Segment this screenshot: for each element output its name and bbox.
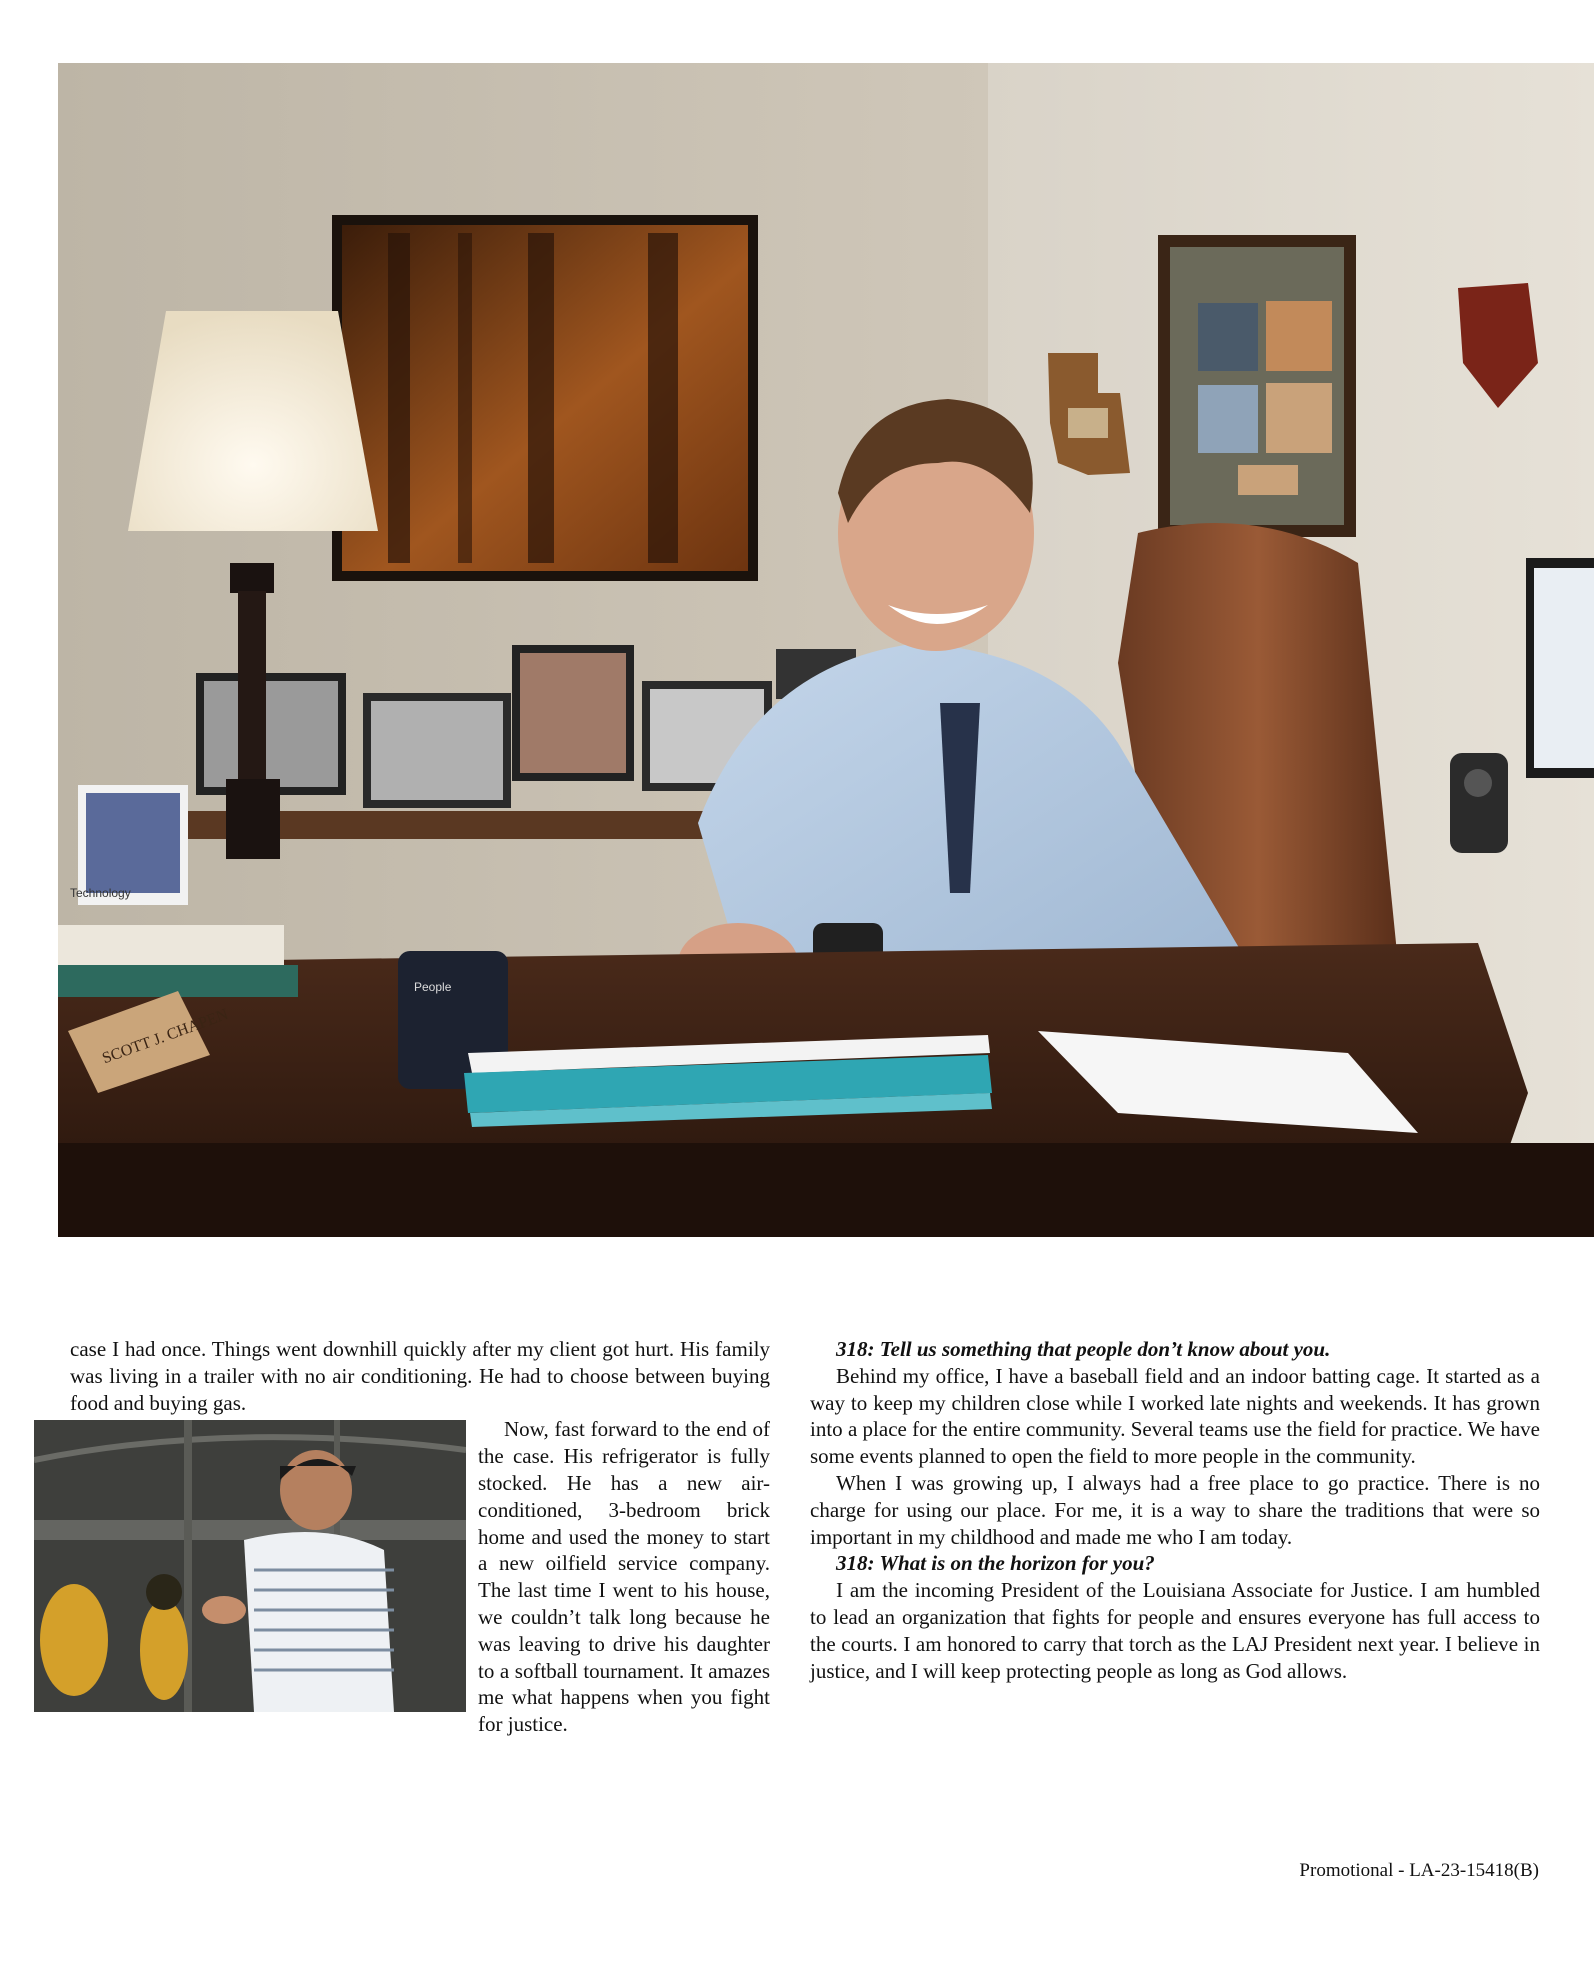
office-portrait-icon [58, 63, 1594, 1237]
left-paragraph-2: Now, fast forward to the end of the case. His refrigerator is fully stocked. He has a new air-conditioned, 3-bedroom brick home and used the money to start a new oilfield service company. The last time I went to his house, we couldn’t talk long because he was leaving to drive his daughter to a softball tournament. It amazes me what happens when you fight for justice. [478, 1417, 770, 1737]
footer-promo-code: Promotional - LA-23-15418(B) [1299, 1860, 1539, 1881]
question-2: 318: What is on the horizon for you? [836, 1551, 1155, 1576]
right-column [810, 1336, 1540, 1684]
answer-1-paragraph-1: Behind my office, I have a baseball field and an indoor batting cage. It started as a way to keep my children close while I worked late nights and weekends. It has grown into a place for the entire community. Several teams use the field for practice. We have some events planned to open the field to more people in the community. [810, 1363, 1540, 1469]
answer-1-paragraph-2: When I was growing up, I always had a free place to go practice. There is no charge for using our place. For me, it is a way to share the traditions that were so important in my childhood and made me who I am today. [810, 1470, 1540, 1549]
nameplate-text: SCOTT J. CHAPEN [100, 1005, 231, 1068]
inset-photo [34, 1420, 466, 1712]
mug-text: People [414, 980, 452, 994]
left-paragraph-1: case I had once. Things went downhill quickly after my client got hurt. His family was living in a trailer with no air conditioning. He had to choose between buying food and buying gas. [70, 1337, 770, 1415]
answer-2: I am the incoming President of the Louisiana Associate for Justice. I am humbled to lead an organization that fights for people and ensures everyone has full access to the courts. I am honored to carry that torch as the LAJ President next year. I believe in justice, and I will keep protecting people as long as God allows. [810, 1578, 1540, 1683]
question-1: 318: Tell us something that people don’t know about you. [836, 1337, 1331, 1361]
baseball-field-icon [34, 1420, 466, 1712]
hero-photo [58, 63, 1594, 1237]
left-column [70, 1336, 770, 1738]
book-spine-text: Technology [70, 886, 131, 900]
